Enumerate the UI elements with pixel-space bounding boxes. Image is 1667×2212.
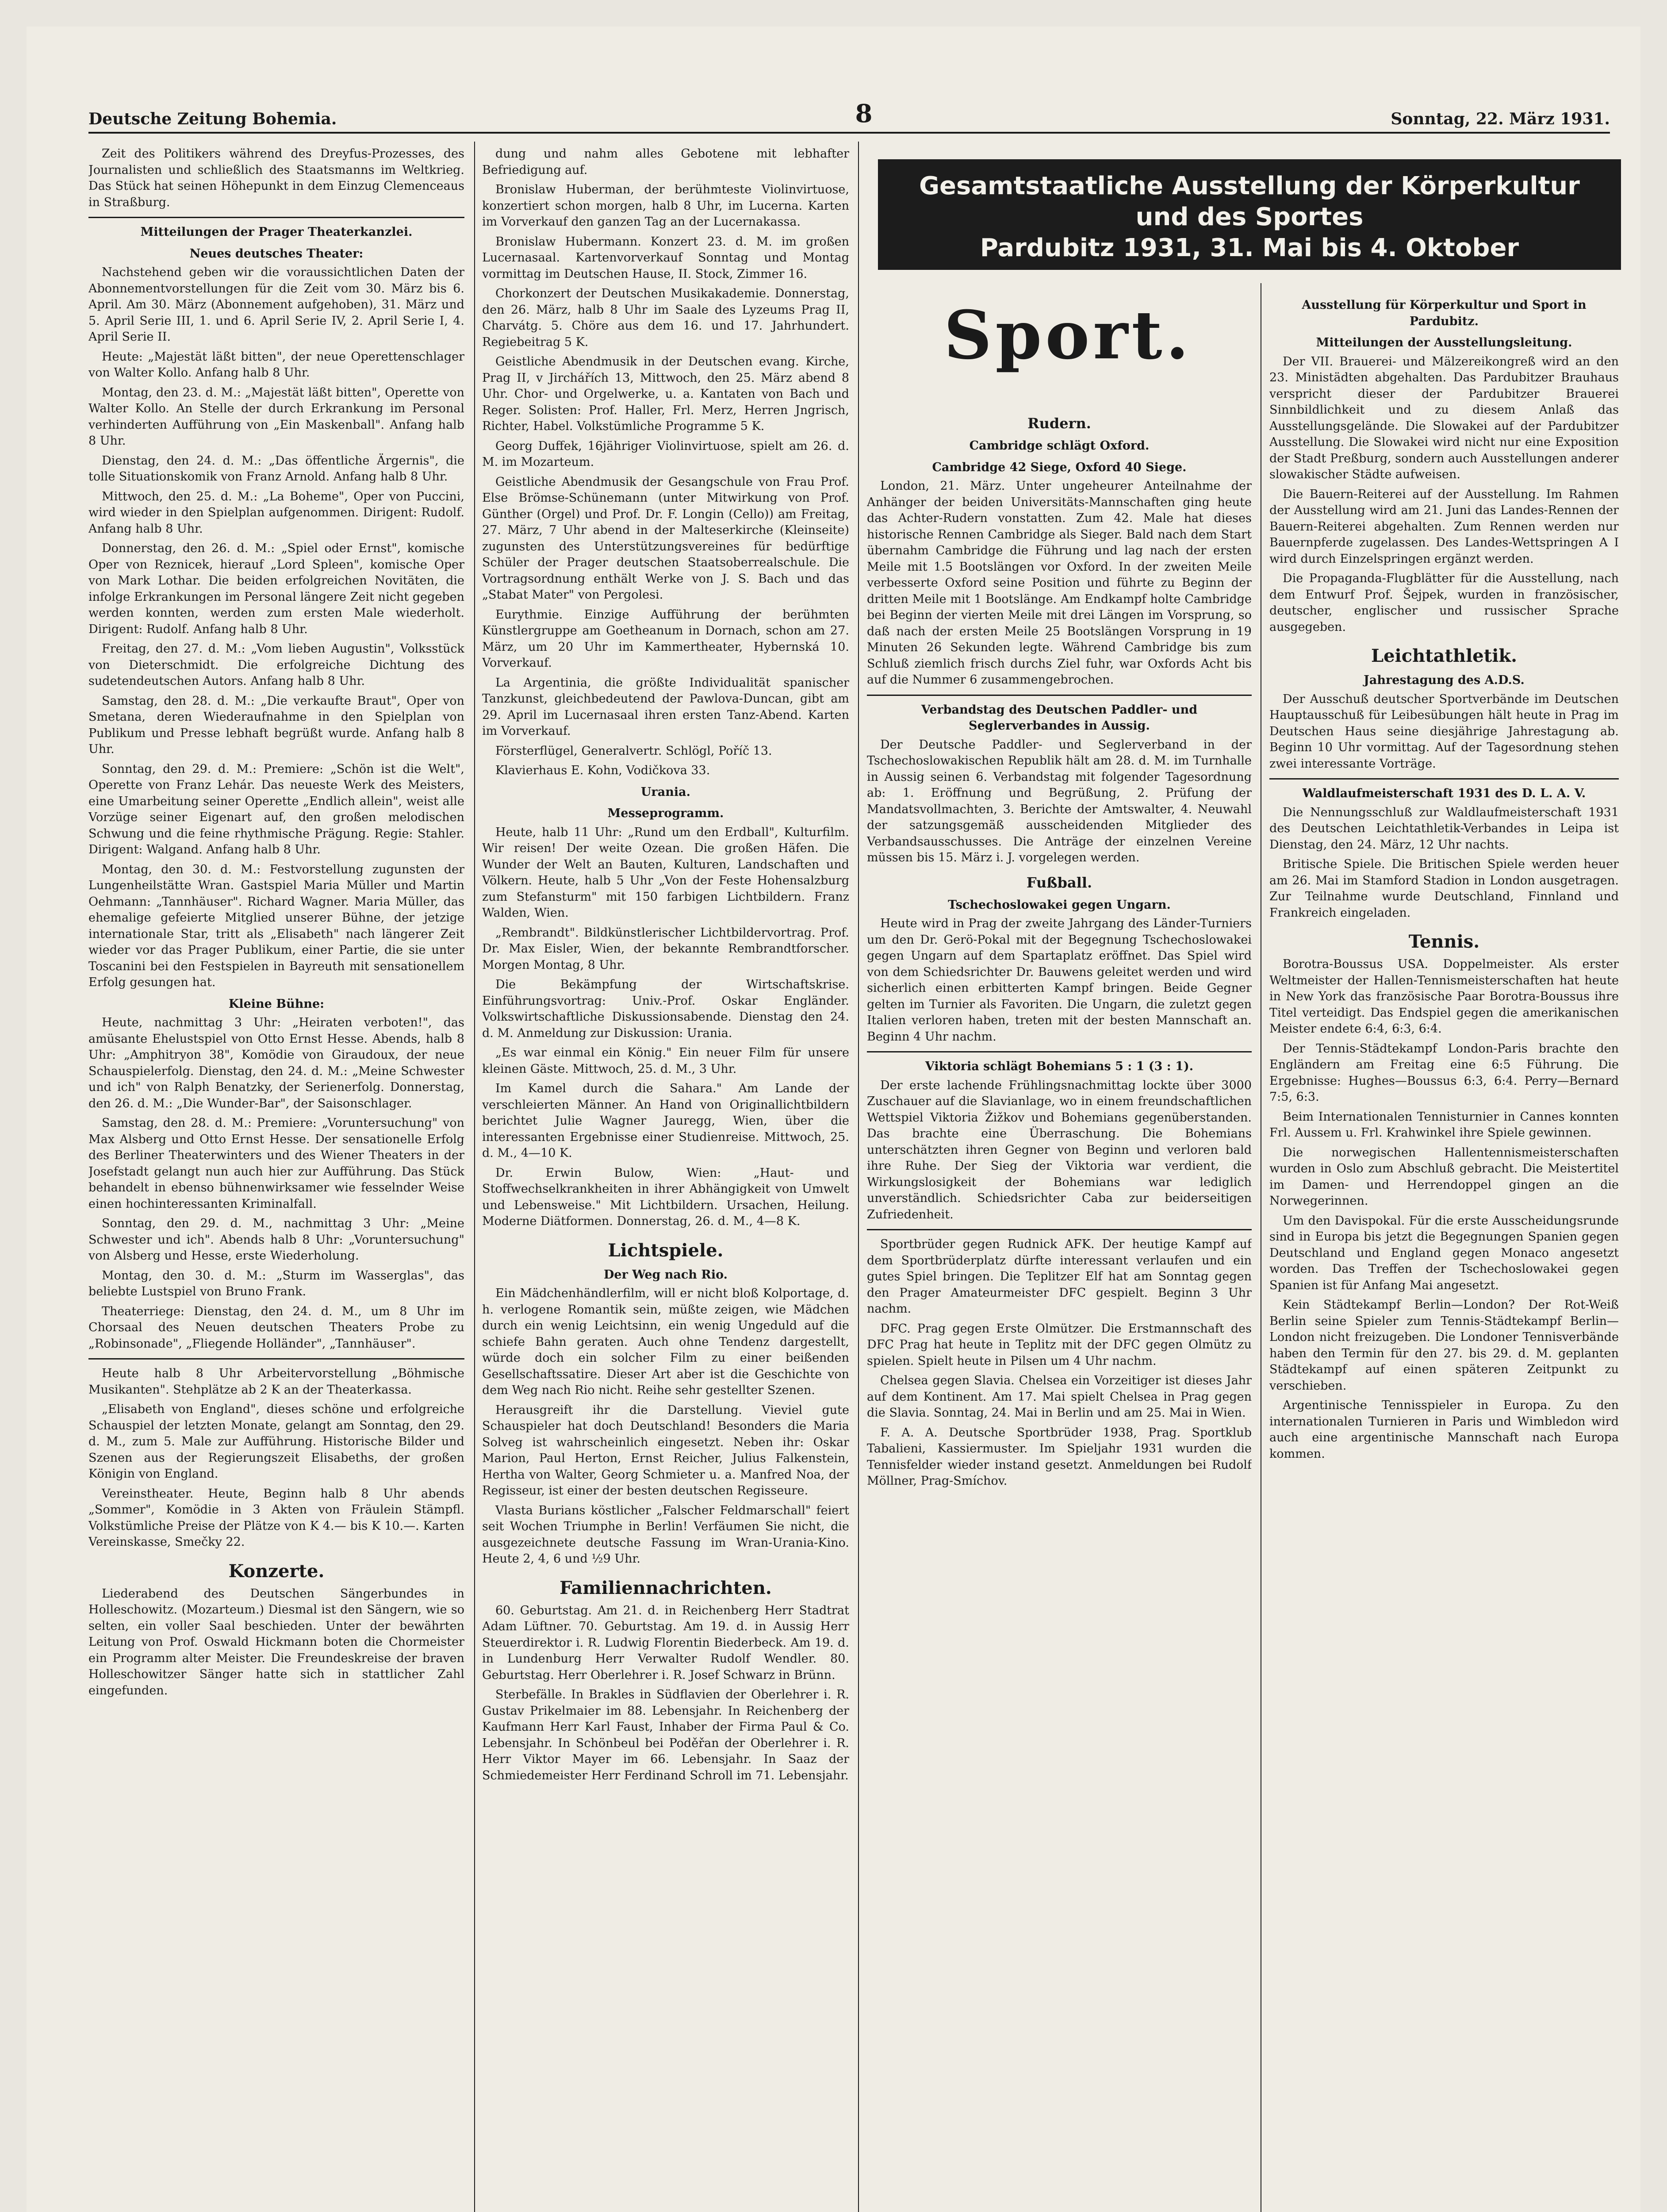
article-text: Samstag, den 28. d. M.: Premiere: „Voruntersuchung" von Max Alsberg und Otto Ernst Hesse. Der sensationelle Erfolg des Berliner Theaterwinters und des Wiener Theaters in der Josefstadt gelangt nun auch hier zur Aufführung. Das Stück behandelt in ebenso bühnenwirksamer wie fesselnder Weise einen hochinteressanten Kriminalfall. xyxy=(88,1116,464,1211)
article-text: Chelsea gegen Slavia. Chelsea ein Vorzeitiger ist dieses Jahr auf dem Kontinent. Am 17. Mai spielt Chelsea in Prag gegen die Slavia. Sonntag, 24. Mai in Berlin und am 25. Mai in Wien. xyxy=(867,1374,1252,1420)
article-text: Britische Spiele. Die Britischen Spiele werden heuer am 26. Mai im Stamford Stadion in London ausgetragen. Zur Teilnahme wurde Deutschland, Finnland und Frankreich eingeladen. xyxy=(1269,857,1619,920)
section-rule xyxy=(867,1229,1252,1230)
subheading: Waldlaufmeisterschaft 1931 des D. L. A. V. xyxy=(1302,787,1586,800)
article-text: „Rembrandt". Bildkünstlerischer Lichtbildervortrag. Prof. Dr. Max Eisler, Wien, der bekannte Rembrandtforscher. Morgen Montag, 8 Uhr. xyxy=(482,926,849,972)
column-4 xyxy=(1269,292,1619,2212)
article-text: Theaterriege: Dienstag, den 24. d. M., um 8 Uhr im Chorsaal des Neuen deutschen Theaters Probe zu „Robinsonade", „Fliegende Holländer", „Tannhäuser". xyxy=(88,1304,464,1351)
column-divider xyxy=(474,142,475,2212)
article-text: dung und nahm alles Gebotene mit lebhafter Befriedigung auf. xyxy=(482,147,849,177)
article-text: „Elisabeth von England", dieses schöne und erfolgreiche Schauspiel der letzten Monate, gelangt am Sonntag, den 29. d. M., zum 5. Male zur Aufführung. Historische Bilder und Szenen aus der Regierungszeit Elisabeths, der großen Königin von England. xyxy=(88,1402,464,1481)
article-text: Donnerstag, den 26. d. M.: „Spiel oder Ernst", komische Oper von Reznicek, hierauf „Lord Spleen", komische Oper von Mark Lothar. Die beiden erfolgreichen Novitäten, die infolge Erkrankungen im Personal längere Zeit nicht gegeben werden konnten, werden zum ersten Male wiederholt. Dirigent: Rudolf. Anfang halb 8 Uhr. xyxy=(88,541,464,636)
section-rule xyxy=(867,695,1252,696)
section-rule xyxy=(867,1051,1252,1052)
newspaper-page xyxy=(27,27,1640,2212)
article-text: Mittwoch, den 25. d. M.: „La Boheme", Oper von Puccini, wird wieder in den Spielplan aufgenommen. Dirigent: Rudolf. Anfang halb 8 Uhr. xyxy=(88,489,464,536)
article-text: Eurythmie. Einzige Aufführung der berühmten Künstlergruppe am Goetheanum in Dornach, schon am 27. März, um 20 Uhr im Kammertheater, Hybernská 10. Vorverkauf. xyxy=(482,607,849,670)
column-3 xyxy=(867,407,1252,2212)
header-rule xyxy=(88,132,1610,134)
masthead-date: Sonntag, 22. März 1931. xyxy=(1391,110,1610,128)
article-text: Der Deutsche Paddler- und Seglerverband in der Tschechoslowakischen Republik hält am 28. d. M. im Turnhalle in Aussig seinen 6. Verbandstag mit folgender Tagesordnung ab: 1. Eröffnung und Begrüßung, 2. Prüfung der Mandatsvollmachten, 3. Berichte der Amtswalter, 4. Neuwahl der satzungsgemäß ausscheidenden Mitglieder des Verbandsausschusses. Die Anträge der einzelnen Vereine müssen bis 15. März i. J. vorgelegen werden. xyxy=(867,737,1252,864)
article-text: Chorkonzert der Deutschen Musikakademie. Donnerstag, den 26. März, halb 8 Uhr im Saale des Lyzeums Prag II, Charvátg. 5. Chöre aus dem 16. und 17. Jahrhundert. Regiebeitrag 5 K. xyxy=(482,287,849,349)
article-text: Klavierhaus E. Kohn, Vodičkova 33. xyxy=(495,764,710,777)
section-heading-familiennachrichten: Familiennachrichten. xyxy=(559,1577,772,1598)
article-text: Der erste lachende Frühlingsnachmittag lockte über 3000 Zuschauer auf die Slavianlage, wo in einem freundschaftlichen Wettspiel Viktoria Žižkov und Bohemians gegenüberstanden. Das brachte eine Überraschung. Die Bohemians unterschätzten ihren Gegner von Beginn und verloren bald ihre Ruhe. Der Sieg der Viktoria war verdient, die Wirkungslosigkeit der Bohemians war lediglich unverständlich. Schiedsrichter Caba zur beiderseitigen Zufriedenheit. xyxy=(867,1078,1252,1221)
article-text: Die norwegischen Hallentennismeisterschaften wurden in Oslo zum Abschluß gebracht. Die Meistertitel im Damen- und Herrendoppel gingen an die Norwegerinnen. xyxy=(1269,1145,1619,1208)
ad-line: und des Sportes xyxy=(1135,203,1364,231)
ad-line: Gesamtstaatliche Ausstellung der Körperkultur xyxy=(919,172,1580,200)
article-text: Dr. Erwin Bulow, Wien: „Haut- und Stoffwechselkrankheiten in ihrer Abhängigkeit von Umwelt und Lebensweise." Mit Lichtbildern. Ursachen, Heilung. Moderne Diätformen. Donnerstag, 26. d. M., 4—8 K. xyxy=(482,1166,849,1228)
article-text: Dienstag, den 24. d. M.: „Das öffentliche Ärgernis", die tolle Situationskomik von Franz Arnold. Anfang halb 8 Uhr. xyxy=(88,453,464,484)
article-text: Um den Davispokal. Für die erste Ausscheidungsrunde sind in Europa bis jetzt die Begegnungen Spanien gegen Deutschland und England gegen Monaco angesetzt worden. Das Treffen der Tschechoslowakei gegen Spanien ist für Anfang Mai angesetzt. xyxy=(1269,1214,1619,1292)
article-text: F. A. A. Deutsche Sportbrüder 1938, Prag. Sportklub Tabalieni, Kassiermuster. Im Spieljahr 1931 wurden die Tennisfelder wieder instand gesetzt. Anmeldungen bei Rudolf Möllner, Prag-Smíchov. xyxy=(867,1425,1252,1488)
article-text: Sonntag, den 29. d. M.: Premiere: „Schön ist die Welt", Operette von Franz Lehár. Das neueste Werk des Meisters, eine Umarbeitung seiner Operette „Endlich allein", weist alle Vorzüge seiner Eigenart auf, den großen melodischen Schwung und die feine rhythmische Prägung. Regie: Stahler. Dirigent: Walgand. Anfang halb 8 Uhr. xyxy=(88,762,464,856)
article-text: Die Nennungsschluß zur Waldlaufmeisterschaft 1931 des Deutschen Leichtathletik-Verbandes in Leipa ist Dienstag, den 24. März, 12 Uhr nachts. xyxy=(1269,805,1619,852)
article-text: Heute wird in Prag der zweite Jahrgang des Länder-Turniers um den Dr. Gerö-Pokal mit der Begegnung Tschechoslowakei gegen Ungarn auf dem Spartaplatz eröffnet. Das Spiel wird von dem Schiedsrichter Dr. Bauwens geleitet werden und wird sicherlich einen erbitterten Kampf bringen. Beide Gegner gelten im Turnier als Favoriten. Die Ungarn, die zuletzt gegen Italien verloren haben, treten mit der besten Mannschaft an. Beginn 4 Uhr nachm. xyxy=(867,917,1252,1044)
section-heading-leichtathletik: Leichtathletik. xyxy=(1371,645,1518,666)
article-text: Der Ausschuß deutscher Sportverbände im Deutschen Hauptausschuß für Leibesübungen hält heute in Prag im Deutschen Haus seine diesjährige Jahrestagung ab. Beginn 10 Uhr vormittag. Auf der Tagesordnung stehen zwei interessante Vorträge. xyxy=(1269,692,1619,771)
section-heading: Mitteilungen der Prager Theaterkanzlei. xyxy=(140,225,413,239)
article-text: Vereinstheater. Heute, Beginn halb 8 Uhr abends „Sommer", Komödie in 3 Akten von Fräulein Stämpfl. Volkstümliche Preise der Plätze von K 4.— bis K 10.—. Karten Vereinskasse, Smečky 22. xyxy=(88,1486,464,1549)
section-heading-rudern: Rudern. xyxy=(1027,415,1091,432)
article-text: Die Bauern-Reiterei auf der Ausstellung. Im Rahmen der Ausstellung wird am 21. Juni das Landes-Rennen der Bauern-Reiterei abgehalten. Zum Rennen werden nur Bauernpferde zugelassen. Des Landes-Wettspringen A I wird durch Einzelspringen ergänzt werden. xyxy=(1269,487,1619,566)
article-text: Im Kamel durch die Sahara." Am Lande der verschleierten Männer. An Hand von Originallichtbildern berichtet Julie Wagner Jauregg, Wien, über die interessanten Ergebnisse einer Studienreise. Mittwoch, 25. d. M., 4—10 K. xyxy=(482,1082,849,1160)
subheading: Cambridge 42 Siege, Oxford 40 Siege. xyxy=(932,460,1187,474)
subheading: Viktoria schlägt Bohemians 5 : 1 (3 : 1). xyxy=(925,1060,1194,1073)
ad-line: Pardubitz 1931, 31. Mai bis 4. Oktober xyxy=(980,234,1519,262)
article-text: Sportbrüder gegen Rudnick AFK. Der heutige Kampf auf dem Sportbrüderplatz dürfte interessant verlaufen und ein gutes Spiel bringen. Die Teplitzer Elf hat am Sonntag gegen den Prager Amateurmeister DFC gespielt. Beginn 3 Uhr nachm. xyxy=(867,1237,1252,1316)
article-text: Zeit des Politikers während des Dreyfus-Prozesses, des Journalisten und schließlich des Staatsmanns im Weltkrieg. Das Stück hat seinen Höhepunkt in dem Einzug Clemenceaus in Straßburg. xyxy=(88,147,464,209)
article-text: 60. Geburtstag. Am 21. d. in Reichenberg Herr Stadtrat Adam Lüftner. 70. Geburtstag. Am 19. d. in Aussig Herr Steuerdirektor i. R. Ludwig Florentin Biederbeck. Am 19. d. in Lundenburg Herr Verwalter Rudolf Wendler. 80. Geburtstag. Herr Oberlehrer i. R. Josef Schwarz in Brünn. xyxy=(482,1603,849,1682)
column-2 xyxy=(482,146,849,2212)
article-text: Montag, den 23. d. M.: „Majestät läßt bitten", Operette von Walter Kollo. An Stelle der durch Erkrankung im Personal verhinderten Aufführung von „Ein Maskenball". Anfang halb 8 Uhr. xyxy=(88,385,464,448)
article-text: DFC. Prag gegen Erste Olmützer. Die Erstmannschaft des DFC Prag hat heute in Teplitz mit der DFC gegen Olmütz zu spielen. Spielt heute in Pilsen um 4 Uhr nachm. xyxy=(867,1321,1252,1368)
article-text: Heute, halb 11 Uhr: „Rund um den Erdball", Kulturfilm. Wir reisen! Der weite Ozean. Die großen Häfen. Die Wunder der Welt an Bauten, Kulturen, Landschaften und Völkern. Heute, halb 5 Uhr „Von der Feste Hohensalzburg zum Stefansturm" mit 150 farbigen Lichtbildern. Franz Walden, Wien. xyxy=(482,825,849,920)
article-text: Beim Internationalen Tennisturnier in Cannes konnten Frl. Aussem u. Frl. Krahwinkel ihre Spiele gewinnen. xyxy=(1269,1110,1619,1140)
section-heading-urania: Urania. xyxy=(640,785,691,799)
article-text: Bronislaw Hubermann. Konzert 23. d. M. im großen Lucernasaal. Kartenvorverkauf Sonntag und Montag vormittag im Deutschen Hause, II. Stock, Zimmer 16. xyxy=(482,234,849,281)
article-text: Der VII. Brauerei- und Mälzereikongreß wird an den 23. Ministädten abgehalten. Das Pardubitzer Brauhaus verspricht dieser der Pardubitzer Brauerei Sinnbildlichkeit und zu diesem Anlaß das Ausstellungsgelände. Die Slowakei auf der Pardubitzer Ausstellung. Die Slowakei wird nicht nur eine Exposition der Stadt Preßburg, sondern auch Ausstellungen anderer slowakischer Städte aufweisen. xyxy=(1269,354,1619,481)
article-text: Sterbefälle. In Brakles in Südflavien der Oberlehrer i. R. Gustav Prikelmaier im 88. Lebensjahr. In Reichenberg der Kaufmann Herr Karl Faust, Inhaber der Firma Paul & Co. Lebensjahr. In Schönbeul bei Poděřan der Oberlehrer i. R. Herr Viktor Mayer im 66. Lebensjahr. In Saaz der Schmiedemeister Herr Ferdinand Schroll im 71. Lebensjahr. xyxy=(482,1688,849,1782)
column-1 xyxy=(88,146,464,2212)
article-text: Vlasta Burians köstlicher „Falscher Feldmarschall" feiert seit Wochen Triumphe in Berlin! Verfäumen Sie nicht, die ausgezeichnete deutsche Fassung im Wran-Urania-Kino. Heute 2, 4, 6 und ½9 Uhr. xyxy=(482,1503,849,1566)
section-heading-fussball: Fußball. xyxy=(1026,874,1092,891)
article-text: Heute halb 8 Uhr Arbeitervorstellung „Böhmische Musikanten". Stehplätze ab 2 K an der Theaterkassa. xyxy=(88,1367,464,1397)
article-text: Geistliche Abendmusik der Gesangschule von Frau Prof. Else Brömse-Schünemann (unter Mitwirkung von Prof. Günther (Orgel) und Prof. Dr. F. Longin (Cello)) am Freitag, 27. März, 7 Uhr abend in der Malteserkirche (Kleinseite) zugunsten des Unterstützungsvereines für bedürftige Schüler der Prager deutschen Staatsoberrealschule. Die Vortragsordnung enthält Werke von J. S. Bach und das „Stabat Mater" von Pergolesi. xyxy=(482,475,849,602)
article-text: Kein Städtekampf Berlin—London? Der Rot-Weiß Berlin seine Spieler zum Tennis-Städtekampf Berlin—London nicht freizugeben. Die Londoner Tennisverbände haben den Termin für den 27. bis 29. d. M. geplanten Städtekampf auf einen späteren Zeitpunkt zu verschieben. xyxy=(1269,1298,1619,1393)
subheading: Ausstellung für Körperkultur und Sport in Pardubitz. xyxy=(1302,298,1587,328)
subheading: Der Weg nach Rio. xyxy=(603,1267,728,1282)
article-text: Die Propaganda-Flugblätter für die Ausstellung, nach dem Entwurf Prof. Šejpek, wurden in französischer, deutscher, englischer und russischer Sprache ausgegeben. xyxy=(1269,572,1619,634)
page-number: 8 xyxy=(855,99,873,128)
column-divider xyxy=(858,142,859,2212)
section-rule xyxy=(88,1358,464,1359)
article-text: Der Tennis-Städtekampf London-Paris brachte den Engländern am Freitag eine 6:5 Führung. Die Ergebnisse: Hughes—Boussus 6:3, 6:4. Perry—Bernard 7:5, 6:3. xyxy=(1269,1041,1619,1104)
subheading: Kleine Bühne: xyxy=(228,997,325,1011)
article-text: Montag, den 30. d. M.: Festvorstellung zugunsten der Lungenheilstätte Wran. Gastspiel Maria Müller und Martin Oehmann: „Tannhäuser". Richard Wagner. Maria Müller, das ehemalige gefeierte Mitglied unserer Bühne, der jetzige internationale Star, tritt als „Elisabeth" nach längerer Zeit wieder vor das Prager Publikum, einer Partie, die sie unter Toscanini bei den Festspielen in Bayreuth mit sensationellem Erfolg gesungen hat. xyxy=(88,862,464,989)
article-text: Georg Duffek, 16jähriger Violinvirtuose, spielt am 26. d. M. im Mozarteum. xyxy=(482,439,849,469)
subheading: Neues deutsches Theater: xyxy=(189,246,364,261)
subheading: Mitteilungen der Ausstellungsleitung. xyxy=(1316,336,1572,349)
article-text: Argentinische Tennisspieler in Europa. Zu den internationalen Turnieren in Paris und Wimbledon wird auch eine argentinische Mannschaft nach Europa kommen. xyxy=(1269,1398,1619,1461)
section-heading-tennis: Tennis. xyxy=(1408,931,1480,952)
article-text: Sonntag, den 29. d. M., nachmittag 3 Uhr: „Meine Schwester und ich". Abends halb 8 Uhr: „Voruntersuchung" von Alsberg und Hesse, erste Wiederholung. xyxy=(88,1217,464,1263)
section-heading-lichtspiele: Lichtspiele. xyxy=(608,1240,724,1261)
article-text: Samstag, den 28. d. M.: „Die verkaufte Braut", Oper von Smetana, deren Wiederaufnahme in den Spielplan von Publikum und Presse lebhaft begrüßt wurde. Anfang halb 8 Uhr. xyxy=(88,694,464,756)
article-text: Heute, nachmittag 3 Uhr: „Heiraten verboten!", das amüsante Ehelustspiel von Otto Ernst Hesse. Abends, halb 8 Uhr: „Amphitryon 38", Komödie von Giraudoux, der neue Schauspielerfolg. Dienstag, den 24. d. M.: „Meine Schwester und ich" von Ralph Benatzky, der Serienerfolg. Donnerstag, den 26. d. M.: „Die Wunder-Bar", der Saisonschlager. xyxy=(88,1016,464,1110)
section-heading-konzerte: Konzerte. xyxy=(228,1560,325,1582)
article-text: Nachstehend geben wir die voraussichtlichen Daten der Abonnementvorstellungen für die Zeit vom 30. März bis 6. April. Am 30. März (Abonnement aufgehoben), 31. März und 5. April Serie III, 1. und 6. April Serie IV, 2. April Serie I, 4. April Serie II. xyxy=(88,265,464,344)
article-text: Bronislaw Huberman, der berühmteste Violinvirtuose, konzertiert schon morgen, halb 8 Uhr, im Lucerna. Karten im Vorverkauf den ganzen Tag an der Lucernakassa. xyxy=(482,183,849,229)
article-text: Försterflügel, Generalvertr. Schlögl, Poříč 13. xyxy=(495,744,772,758)
subheading: Cambridge schlägt Oxford. xyxy=(969,439,1150,453)
article-text: Ein Mädchenhändlerfilm, will er nicht bloß Kolportage, d. h. verlogene Romantik sein, müßte zeigen, wie Mädchen durch ein wenig Leichtsinn, ein wenig Ungeduld auf die schiefe Bahn geraten. Auch ohne Tendenz dargestellt, würde doch ein solcher Film zu einer beißenden Gesellschaftssatire. Dieser Art aber ist die Geschichte von dem Weg nach Rio nicht. Reihe sehr gestellter Szenen. xyxy=(482,1286,849,1397)
article-text: „Es war einmal ein König." Ein neuer Film für unsere kleinen Gäste. Mittwoch, 25. d. M., 3 Uhr. xyxy=(482,1046,849,1076)
exhibition-advertisement xyxy=(878,159,1621,270)
subheading: Verbandstag des Deutschen Paddler- und Seglerverbandes in Aussig. xyxy=(921,703,1198,733)
article-text: Borotra-Boussus USA. Doppelmeister. Als erster Weltmeister der Hallen-Tennismeisterschaften hat heute in New York das französische Paar Borotra-Boussus ihre Titel verteidigt. Das Endspiel gegen die amerikanischen Meister endete 6:4, 6:3, 6:4. xyxy=(1269,957,1619,1036)
sport-section-title: Sport. xyxy=(944,296,1192,374)
section-rule xyxy=(1269,778,1619,780)
article-text: La Argentinia, die größte Individualität spanischer Tanzkunst, gleichbedeutend der Pawlova-Duncan, gibt am 29. April im Lucernasaal ihren ersten Tanz-Abend. Karten im Vorverkauf. xyxy=(482,676,849,738)
subheading: Tschechoslowakei gegen Ungarn. xyxy=(948,898,1171,912)
masthead-paper-name: Deutsche Zeitung Bohemia. xyxy=(88,110,337,128)
section-rule xyxy=(88,217,464,218)
subheading: Messeprogramm. xyxy=(607,806,724,820)
article-text: Die Bekämpfung der Wirtschaftskrise. Einführungsvortrag: Univ.-Prof. Oskar Engländer. Volkswirtschaftliche Diskussionsabende. Dienstag den 24. d. M. Anmeldung zur Diskussion: Urania. xyxy=(482,978,849,1040)
masthead xyxy=(88,93,1610,128)
article-text: Liederabend des Deutschen Sängerbundes in Holleschowitz. (Mozarteum.) Diesmal ist den Sängern, wie so selten, ein voller Saal beschieden. Unter der bewährten Leitung von Prof. Oswald Hickmann boten die Chormeister ein Programm alter Meister. Die Freundeskreise der braven Holleschowitzer Sänger hatte sich in stattlicher Zahl eingefunden. xyxy=(88,1586,464,1697)
article-text: Freitag, den 27. d. M.: „Vom lieben Augustin", Volksstück von Dieterschmidt. Die erfolgreiche Dichtung des sudetendeutschen Autors. Anfang halb 8 Uhr. xyxy=(88,642,464,688)
article-text: Herausgreift ihr die Darstellung. Vieviel gute Schauspieler hat doch Deutschland! Besonders die Maria Solveg ist wahrscheinlich eingesetzt. Neben ihr: Oskar Marion, Paul Herton, Ernst Reicher, Julius Falkenstein, Hertha von Walter, Georg Schmieter u. a. Manfred Noa, der Regisseur, ist einer der besten deutschen Regisseure. xyxy=(482,1403,849,1498)
article-text: Geistliche Abendmusik in der Deutschen evang. Kirche, Prag II, v Jirchářích 13, Mittwoch, den 25. März abend 8 Uhr. Chor- und Orgelwerke, u. a. Kantaten von Bach und Reger. Solisten: Prof. Haller, Frl. Merz, Herren Jngrisch, Richter, Habel. Volkstümliche Programme 5 K. xyxy=(482,355,849,433)
article-text: London, 21. März. Unter ungeheurer Anteilnahme der Anhänger der beiden Universitäts-Mannschaften ging heute das Achter-Rudern vonstatten. Zum 42. Male hat dieses historische Rennen Cambridge als Sieger. Bald nach dem Start übernahm Cambridge die Führung und lag nach der ersten Meile mit 1.5 Bootslängen vor Oxford. In der zweiten Meile verbesserte Oxford seine Position und führte zu Beginn der dritten Meile mit 1 Bootslänge. Am Endkampf holte Cambridge bei Beginn der vierten Meile mit drei Längen im Vorsprung, so daß nach der ersten Meile 25 Bootslängen Vorsprung in 19 Minuten 26 Sekunden legte. Während Cambridge bis zum Schluß ziemlich frisch durchs Ziel fuhr, war Oxfords Acht bis auf die Nummer 6 zusammengebrochen. xyxy=(867,479,1252,687)
article-text: Montag, den 30. d. M.: „Sturm im Wasserglas", das beliebte Lustspiel von Bruno Frank. xyxy=(88,1268,464,1298)
article-text: Heute: „Majestät läßt bitten", der neue Operettenschlager von Walter Kollo. Anfang halb 8 Uhr. xyxy=(88,349,464,380)
subheading: Jahrestagung des A.D.S. xyxy=(1364,673,1525,687)
